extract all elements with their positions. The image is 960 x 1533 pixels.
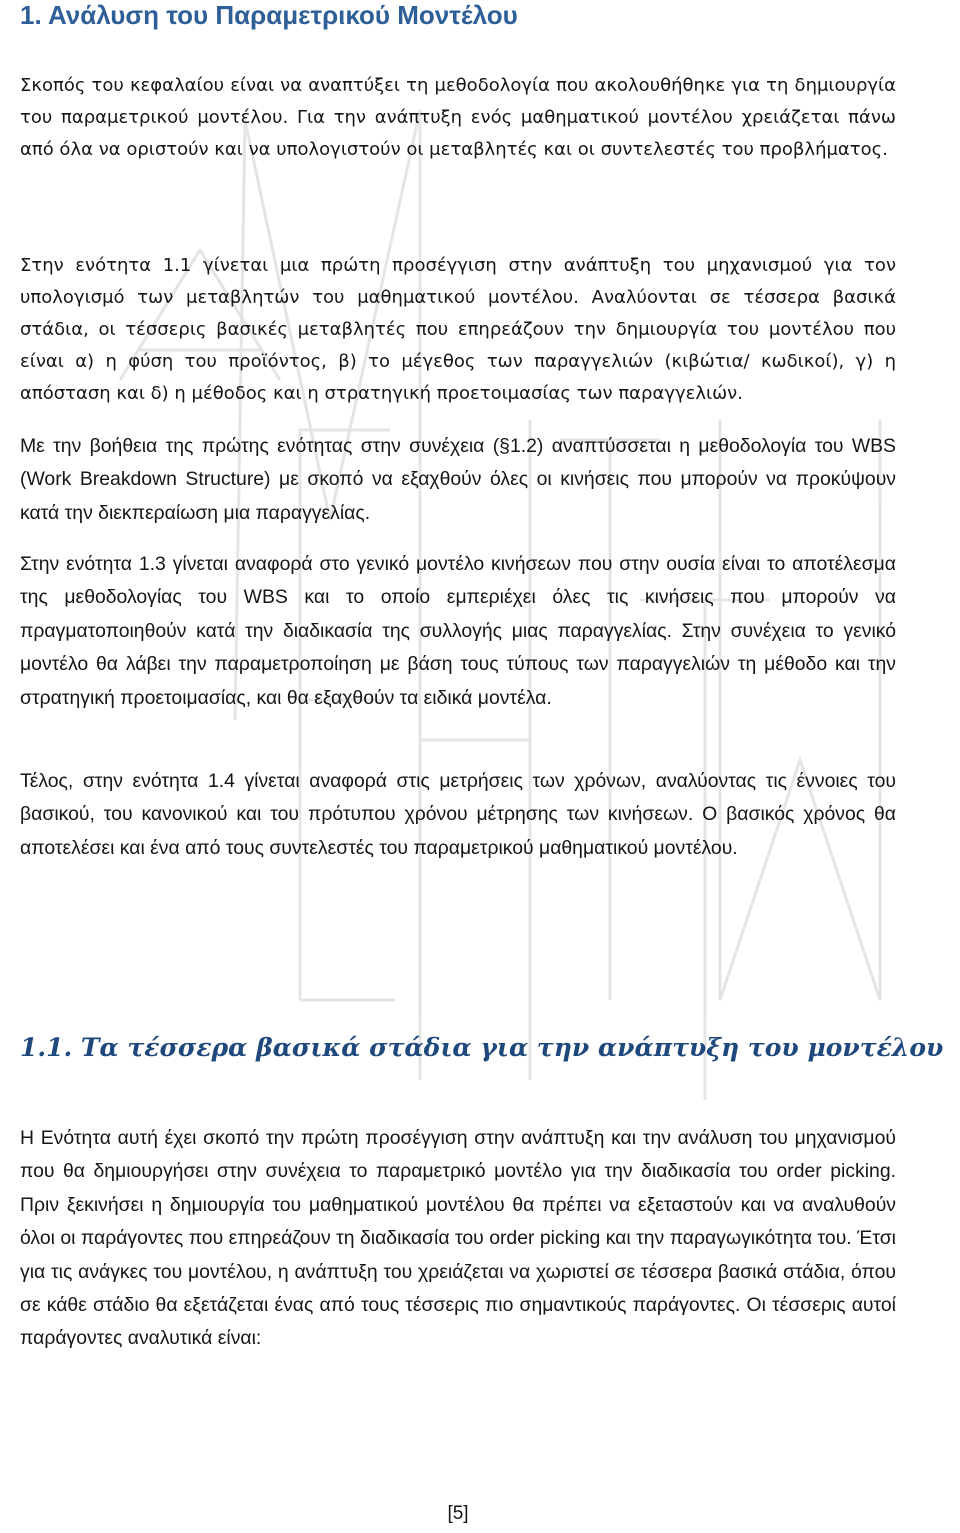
section-1-1-paragraph: Η Ενότητα αυτή έχει σκοπό την πρώτη προσέγγιση στην ανάπτυξη και την ανάλυση του μηχανισμού που θα δημιουργήσει στην συνέχεια το παραμετρικό μοντέλο για την διαδικασία του order picking. Πριν ξεκινήσει η δημιουργία του μαθηματικού μοντέλου θα πρέπει να εξεταστούν και να αναλυθούν όλοι οι παράγοντες που επηρεάζουν τη διαδικασία του order picking και την παραγωγικότητα του. Έτσι για τις ανάγκες του μοντέλου, η ανάπτυξη του χρειάζεται να χωριστεί σε τέσσερα βασικά στάδια, όπου σε κάθε στάδιο θα εξετάζεται ένας από τους τέσσερις πιο σημαντικούς παράγοντες. Οι τέσσερις αυτοί παράγοντες αναλυτικά είναι: — [20, 1127, 896, 1350]
chapter-heading: 1. Ανάλυση του Παραμετρικού Μοντέλου — [20, 0, 518, 30]
section-heading: 1.1. Τα τέσσερα βασικά στάδια για την ανάπτυξη του μοντέλου — [20, 1033, 944, 1062]
intro-paragraph: Σκοπός του κεφαλαίου είναι να αναπτύξει τη μεθοδολογία που ακολουθήθηκε για τη δημιουργία του παραμετρικού μοντέλου. Για την ανάπτυξη ενός μαθηματικού μοντέλου χρειάζεται πάνω από όλα να οριστούν και να υπολογιστούν οι μεταβλητές και οι συντελεστές του προβλήματος. — [20, 75, 896, 160]
section-1-1-summary-paragraph: Στην ενότητα 1.1 γίνεται μια πρώτη προσέγγιση στην ανάπτυξη του μηχανισμού για τον υπολογισμό των μεταβλητών του μαθηματικού μοντέλου. Αναλύονται σε τέσσερα βασικά στάδια, οι τέσσερις βασικές μεταβλητές που επηρεάζουν την δημιουργία του μοντέλου που είναι α) η φύση του προϊόντος, β) το μέγεθος των παραγγελιών (κιβώτια/ κωδικοί), γ) η απόσταση και δ) η μέθοδος και η στρατηγική προετοιμασίας των παραγγελιών. — [20, 255, 896, 404]
section-1-4-summary-paragraph: Τέλος, στην ενότητα 1.4 γίνεται αναφορά στις μετρήσεις των χρόνων, αναλύοντας τις έννοιες του βασικού, του κανονικού και του πρότυπου χρόνου μέτρησης των κινήσεων. Ο βασικός χρόνος θα αποτελέσει και ένα από τους συντελεστές του παραμετρικού μαθηματικού μοντέλου. — [20, 770, 896, 859]
page-number: [5] — [447, 1503, 469, 1524]
section-1-3-summary-paragraph: Στην ενότητα 1.3 γίνεται αναφορά στο γενικό μοντέλο κινήσεων που στην ουσία είναι το αποτέλεσμα της μεθοδολογίας του WBS και το οποίο εμπεριέχει όλες τις κινήσεις που μπορούν να πραγματοποιηθούν κατά την διαδικασία της συλλογής μιας παραγγελίας. Στην συνέχεια το γενικό μοντέλο θα λάβει την παραμετροποίηση με βάση τους τύπους των παραγγελιών τη μέθοδο και την στρατηγική προετοιμασίας, και θα εξαχθούν τα ειδικά μοντέλα. — [20, 553, 896, 709]
section-1-2-summary-paragraph: Με την βοήθεια της πρώτης ενότητας στην συνέχεια (§1.2) αναπτύσσεται η μεθοδολογία του WBS (Work Breakdown Structure) με σκοπό να εξαχθούν όλες οι κινήσεις που μπορούν να προκύψουν κατά την διεκπεραίωση μια παραγγελίας. — [20, 435, 896, 524]
